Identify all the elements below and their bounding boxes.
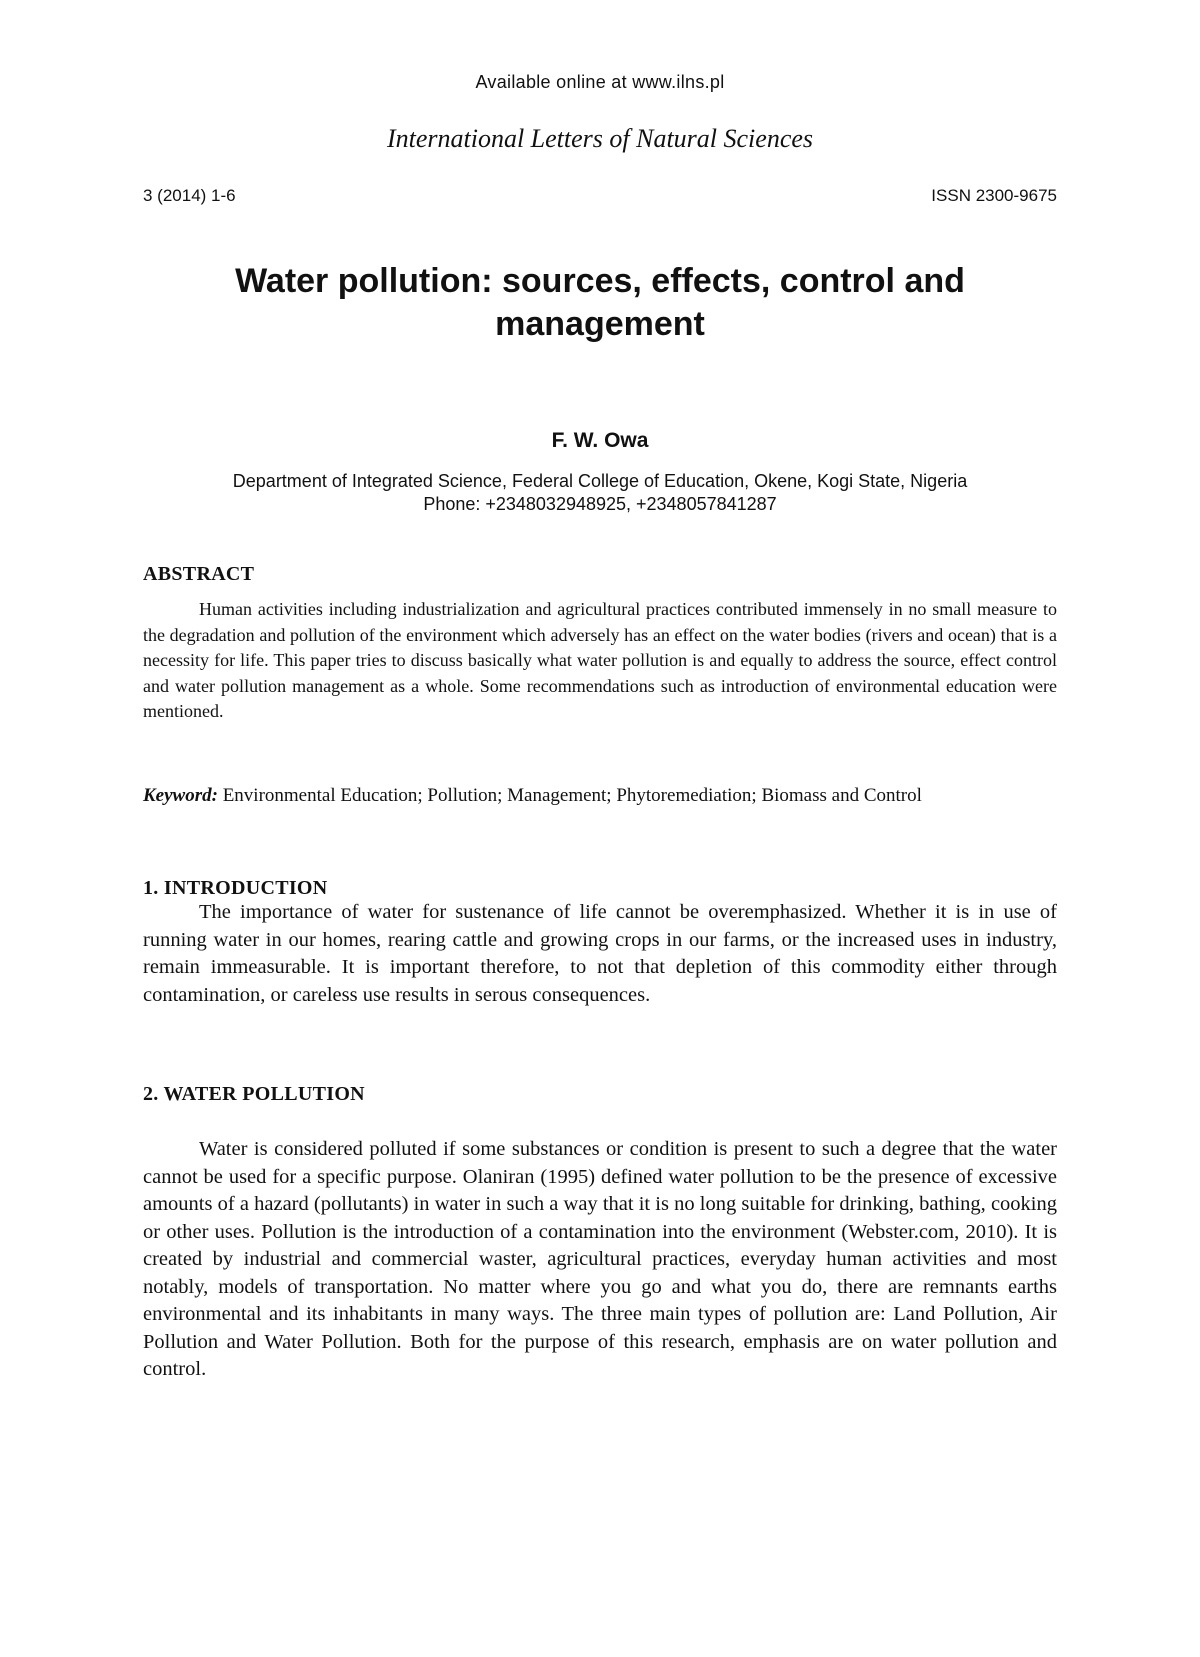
available-online-line: Available online at www.ilns.pl	[475, 72, 725, 92]
paper-title: Water pollution: sources, effects, control and management	[235, 262, 965, 343]
phone-numbers: Phone: +2348032948925, +2348057841287	[423, 494, 777, 514]
journal-name: International Letters of Natural Sciences	[386, 124, 814, 153]
section-heading-introduction: 1. INTRODUCTION	[143, 877, 328, 899]
author-affiliation-block	[0, 470, 1200, 516]
affiliation: Department of Integrated Science, Federal College of Education, Okene, Kogi State, Nigeria	[232, 471, 968, 491]
volume-pages: 3 (2014) 1-6	[143, 186, 236, 205]
water-pollution-text: Water is considered polluted if some substances or condition is present to such a degree that the water cannot be used for a specific purpose. Olaniran (1995) defined water pollution to be the presence of excessive amounts of a hazard (pollutants) in water in such a way that it is no long suitable for drinking, bathing, cooking or other uses. Pollution is the introduction of a contamination into the environment (Webster.com, 2010). It is created by industrial and commercial waster, agricultural practices, everyday human activities and most notably, models of transportation. No matter where you go and what you do, there are remnants earths environmental and its inhabitants in many ways. The three main types of pollution are: Land Pollution, Air Pollution and Water Pollution. Both for the purpose of this research, emphasis are on water pollution and control.	[143, 1138, 1057, 1380]
issn: ISSN 2300-9675	[931, 186, 1057, 205]
keywords-text: Environmental Education; Pollution; Management; Phytoremediation; Biomass and Control	[217, 785, 922, 806]
abstract-text: Human activities including industrialization and agricultural practices contributed immensely in no small measure to the degradation and pollution of the environment which adversely has an effect on the water bodies (rivers and ocean) that is a necessity for life. This paper tries to discuss basically what water pollution is and equally to address the source, effect control and water pollution management as a whole. Some recommendations such as introduction of environmental education were mentioned.	[143, 599, 1057, 721]
keywords-label: Keyword:	[143, 785, 218, 806]
abstract-heading: ABSTRACT	[143, 563, 255, 585]
section-heading-water-pollution: 2. WATER POLLUTION	[143, 1083, 365, 1105]
author-name: F. W. Owa	[551, 429, 649, 452]
keywords-line	[143, 785, 1057, 807]
introduction-text: The importance of water for sustenance of life cannot be overemphasized. Whether it is in use of running water in our homes, rearing cattle and growing crops in our farms, or the increased uses in industry, remain immeasurable. It is important therefore, to not that depletion of this commodity either through contamination, or careless use results in serous consequences.	[143, 901, 1057, 1006]
